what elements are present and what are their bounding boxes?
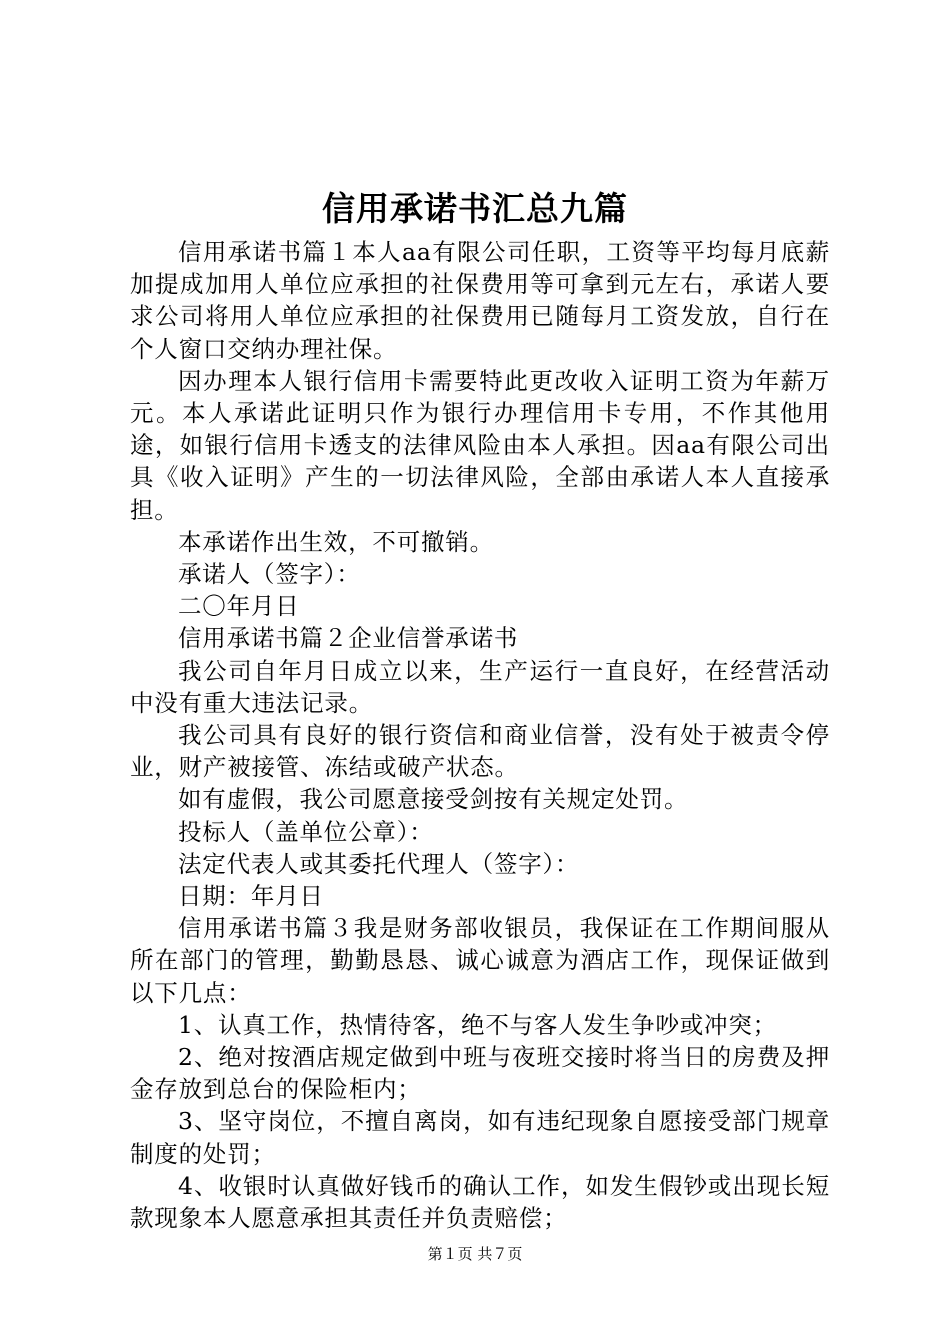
paragraph: 因办理本人银行信用卡需要特此更改收入证明工资为年薪万元。本人承诺此证明只作为银行办理信用卡专用，不作其他用途，如银行信用卡透支的法律风险由本人承担。因aa有限公司出具《收入证明》产生的一切法律风险，全部由承诺人本人直接承担。 (130, 366, 830, 524)
paragraph: 投标人（盖单位公章）： (178, 817, 434, 846)
list-item: 3、坚守岗位，不擅自离岗，如有违纪现象自愿接受部门规章制度的处罚； (130, 1107, 830, 1168)
list-item: 1、认真工作，热情待客，绝不与客人发生争吵或冲突； (178, 1010, 777, 1039)
document-title: 信用承诺书汇总九篇 (322, 189, 628, 228)
paragraph: 信用承诺书篇３我是财务部收银员，我保证在工作期间服从所在部门的管理，勤勤恳恳、诚心诚意为酒店工作，现保证做到以下几点： (130, 914, 830, 1007)
paragraph: 本承诺作出生效，不可撤销。 (178, 527, 494, 556)
list-item: 4、收银时认真做好钱币的确认工作，如发生假钞或出现长短款现象本人愿意承担其责任并负责赔偿； (130, 1171, 830, 1233)
paragraph: 法定代表人或其委托代理人（签字）： (178, 849, 580, 878)
paragraph: 如有虚假，我公司愿意接受剑按有关规定处罚。 (178, 785, 689, 814)
page-footer: 第１页 共７页 (427, 1245, 523, 1263)
document-body (130, 236, 830, 1234)
paragraph: 信用承诺书篇１本人aa有限公司任职，工资等平均每月底薪加提成加用人单位应承担的社保费用等可拿到元左右，承诺人要求公司将用人单位应承担的社保费用已随每月工资发放，自行在个人窗口交纳办理社保。 (130, 238, 830, 363)
paragraph: 二〇年月日 (178, 592, 300, 621)
paragraph: 承诺人（签字）： (178, 560, 361, 589)
paragraph: 日期：年月日 (178, 882, 324, 911)
paragraph: 信用承诺书篇２企业信誉承诺书 (178, 624, 519, 653)
list-item: 2、绝对按酒店规定做到中班与夜班交接时将当日的房费及押金存放到总台的保险柜内； (130, 1043, 830, 1104)
paragraph: 我公司具有良好的银行资信和商业信誉，没有处于被责令停业，财产被接管、冻结或破产状态。 (130, 721, 830, 782)
paragraph: 我公司自年月日成立以来，生产运行一直良好，在经营活动中没有重大违法记录。 (130, 656, 830, 717)
